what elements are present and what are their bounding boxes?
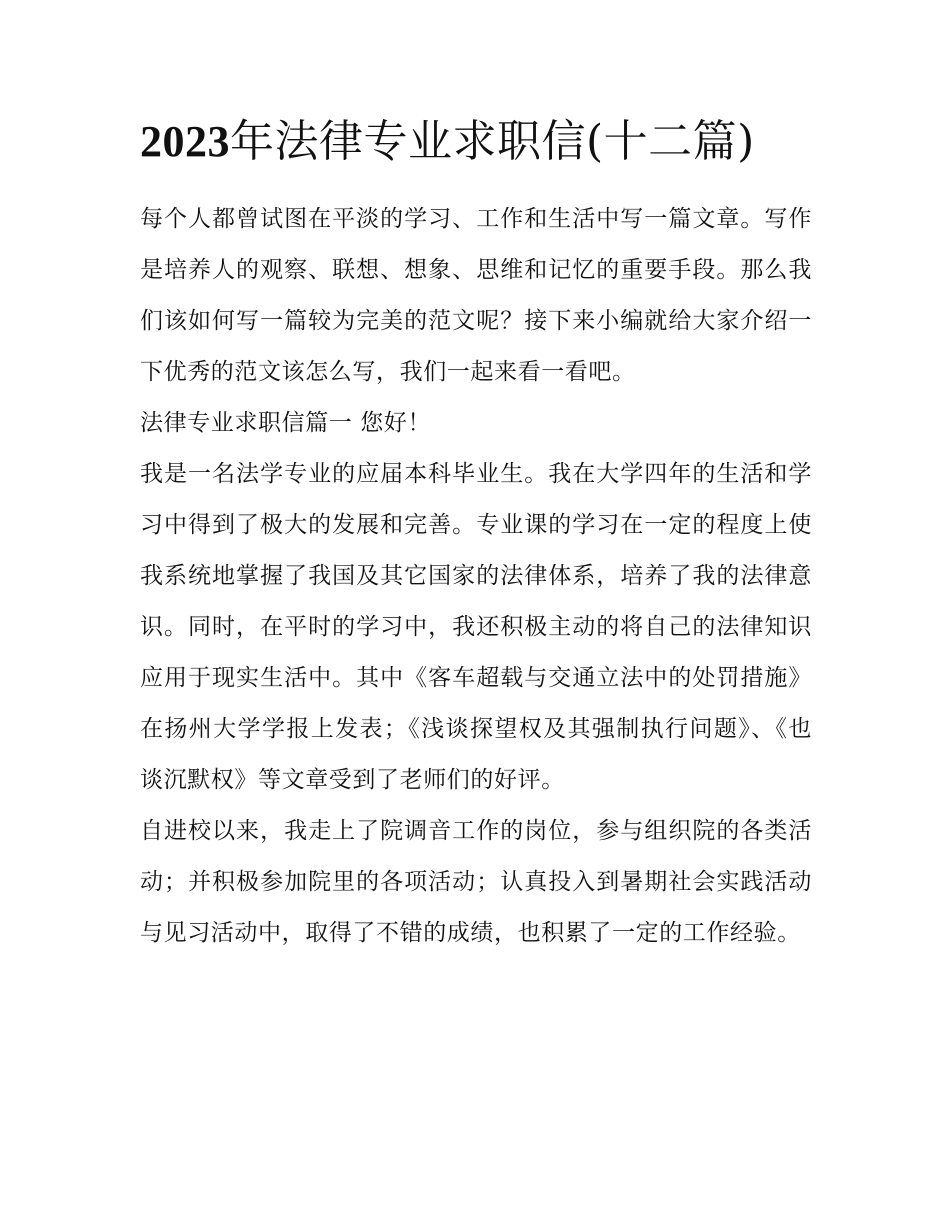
title-year: 2023 [140,117,230,166]
paragraph-intro: 每个人都曾试图在平淡的学习、工作和生活中写一篇文章。写作是培养人的观察、联想、想象、思维和记忆的重要手段。那么我们该如何写一篇较为完美的范文呢？接下来小编就给大家介绍一下优秀的范文该怎么写，我们一起来看一看吧。 [140,205,812,385]
title-text: 年法律专业求职信(十二篇) [230,116,755,167]
paragraph-self-introduction: 我是一名法学专业的应届本科毕业生。我在大学四年的生活和学习中得到了极大的发展和完善。专业课的学习在一定的程度上使我系统地掌握了我国及其它国家的法律体系，培养了我的法律意识。同时，在平时的学习中，我还积极主动的将自己的法律知识应用于现实生活中。其中《客车超载与交通立法中的处罚措施》在扬州大学学报上发表；《浅谈探望权及其强制执行问题》、《也谈沉默权》等文章受到了老师们的好评。 [140,460,812,793]
paragraph-activities: 自进校以来，我走上了院调音工作的岗位，参与组织院的各类活动；并积极参加院里的各项活动；认真投入到暑期社会实践活动与见习活动中，取得了不错的成绩，也积累了一定的工作经验。 [140,817,812,946]
document-body [140,112,812,959]
paragraph-heading-greeting: 法律专业求职信篇一 您好！ [140,409,432,436]
document-title [140,112,812,172]
